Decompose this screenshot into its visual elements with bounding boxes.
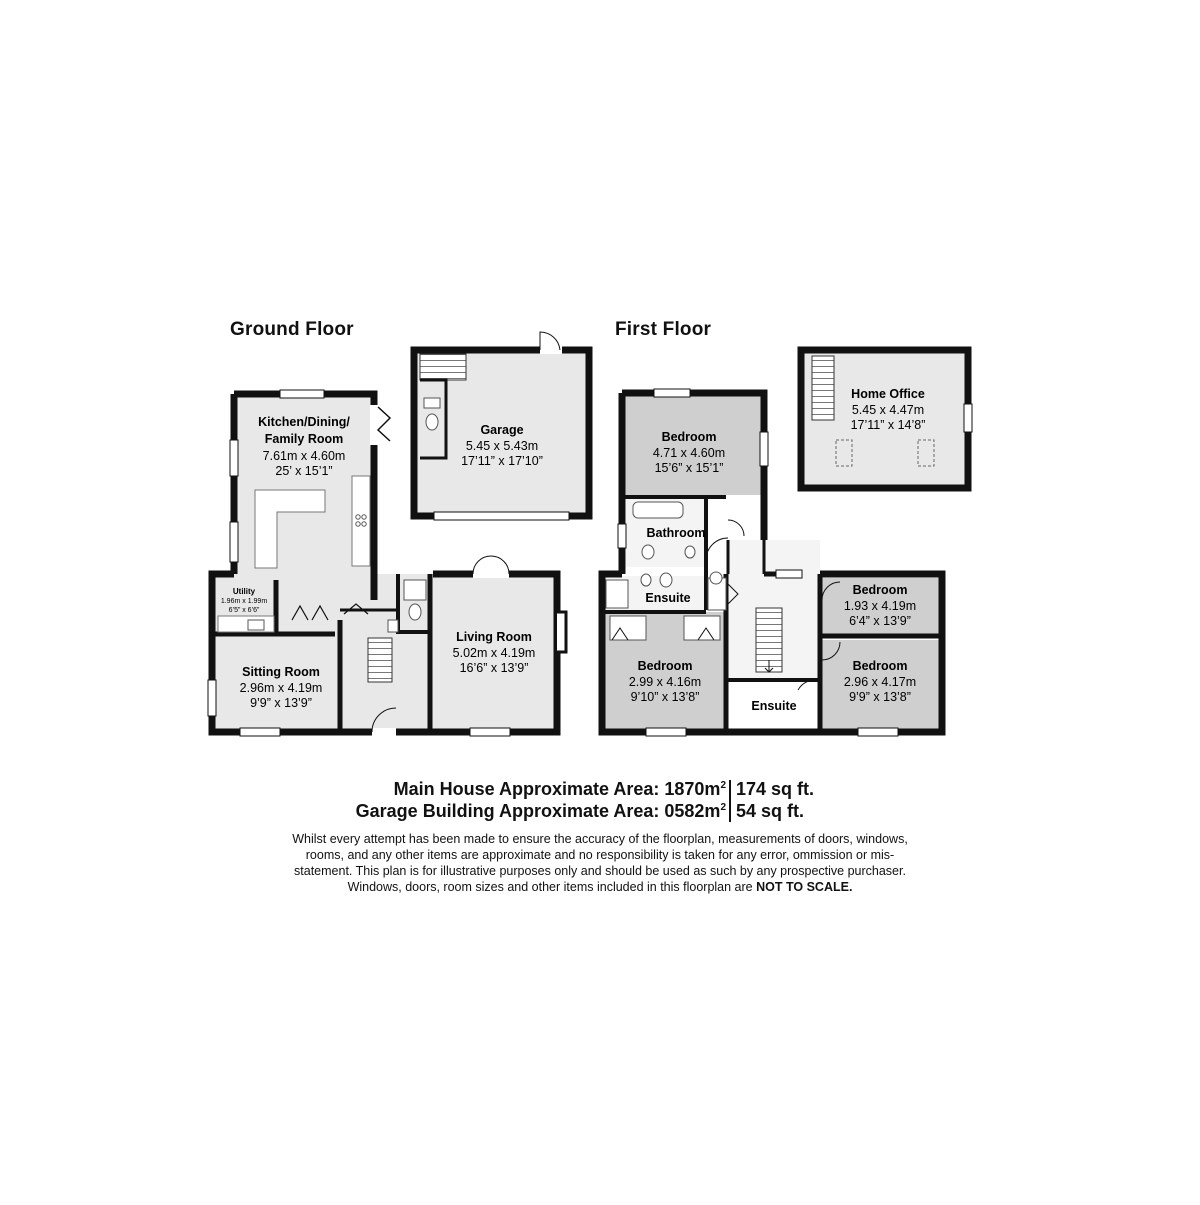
kitchen-worktop bbox=[352, 476, 370, 566]
disclaimer bbox=[280, 831, 920, 895]
window bbox=[280, 390, 324, 398]
living-room-metric: 5.02m x 4.19m bbox=[452, 646, 536, 660]
kitchen-metric: 7.61m x 4.60m bbox=[262, 449, 346, 463]
area-divider bbox=[729, 780, 731, 822]
door-opening bbox=[370, 405, 378, 445]
bifold-door bbox=[378, 407, 390, 441]
ensuite-2-label: Ensuite bbox=[751, 699, 797, 713]
ground-floor-title: Ground Floor bbox=[230, 319, 354, 340]
bedroom-4-imperial: 9’9” x 13’8” bbox=[849, 690, 911, 704]
first-floor-title: First Floor bbox=[615, 319, 712, 340]
kitchen-label: Kitchen/Dining/ bbox=[258, 415, 350, 429]
living-room-label: Living Room bbox=[456, 630, 532, 644]
garage-imperial: 17’11” x 17’10” bbox=[461, 454, 543, 468]
landing bbox=[728, 520, 820, 680]
disclaimer-emphasis: NOT TO SCALE. bbox=[756, 880, 853, 894]
bedroom-3-imperial: 6’4” x 13’9” bbox=[849, 614, 911, 628]
garage-building-area-value: 54 sq ft. bbox=[736, 801, 805, 821]
ensuite-1-label: Ensuite bbox=[645, 591, 691, 605]
sitting-room-label: Sitting Room bbox=[242, 665, 320, 679]
bedroom-4-label: Bedroom bbox=[852, 659, 908, 673]
bedroom-2-metric: 2.99 x 4.16m bbox=[628, 675, 702, 689]
window bbox=[230, 522, 238, 562]
bedroom-3-metric: 1.93 x 4.19m bbox=[843, 599, 917, 613]
bedroom-2-imperial: 9’10” x 13’8” bbox=[630, 690, 700, 704]
main-house-area-label: Main House Approximate Area: $1870m^2$ bbox=[393, 779, 726, 799]
bedroom-3-label: Bedroom bbox=[852, 583, 908, 597]
window bbox=[230, 440, 238, 476]
bedroom-1-label: Bedroom bbox=[661, 430, 717, 444]
bathroom-label: Bathroom bbox=[646, 526, 706, 540]
bedroom-4-metric: 2.96 x 4.17m bbox=[843, 675, 917, 689]
home-office bbox=[801, 350, 972, 488]
home-office-label: Home Office bbox=[851, 387, 925, 401]
bedroom-2-label: Bedroom bbox=[637, 659, 693, 673]
garage-building-area-label: Garage Building Approximate Area: $0582m^2$ bbox=[355, 801, 726, 821]
bedroom-1-metric: 4.71 x 4.60m bbox=[652, 446, 726, 460]
garage-room bbox=[414, 332, 589, 520]
utility-imperial: 6’5” x 6’6” bbox=[228, 607, 260, 614]
staircase bbox=[368, 638, 392, 682]
disclaimer-text: Whilst every attempt has been made to ensure the accuracy of the floorplan, measurements of doors, windows, rooms, and any other items are approximate and no responsibility is taken for any error, ommission or mis-statement. This plan is for illustrative purposes only and should be used as such by any prospective purchaser. Windows, doors, room sizes and other items included in this floorplan are bbox=[292, 832, 908, 894]
main-house-area-value: 174 sq ft. bbox=[736, 779, 815, 799]
garage-metric: 5.45 x 5.43m bbox=[465, 439, 539, 453]
sitting-room-metric: 2.96m x 4.19m bbox=[239, 681, 323, 695]
garage-label: Garage bbox=[480, 423, 524, 437]
home-office-metric: 5.45 x 4.47m bbox=[851, 403, 925, 417]
home-office-imperial: 17’11” x 14’8” bbox=[850, 418, 926, 432]
bedroom-1-imperial: 15’6” x 15’1” bbox=[654, 461, 724, 475]
kitchen-room bbox=[230, 390, 390, 574]
garage-door bbox=[434, 512, 569, 520]
kitchen-imperial: 25’ x 15’1” bbox=[275, 464, 333, 478]
first-floor bbox=[602, 350, 972, 736]
ground-lower-block bbox=[208, 556, 566, 736]
ground-floor bbox=[208, 332, 589, 736]
utility-label: Utility bbox=[232, 587, 256, 596]
kitchen-label-2: Family Room bbox=[264, 432, 344, 446]
living-room-imperial: 16’6” x 13’9” bbox=[459, 661, 529, 675]
utility-metric: 1.96m x 1.99m bbox=[220, 598, 268, 605]
sitting-room-imperial: 9’9” x 13’9” bbox=[250, 696, 312, 710]
